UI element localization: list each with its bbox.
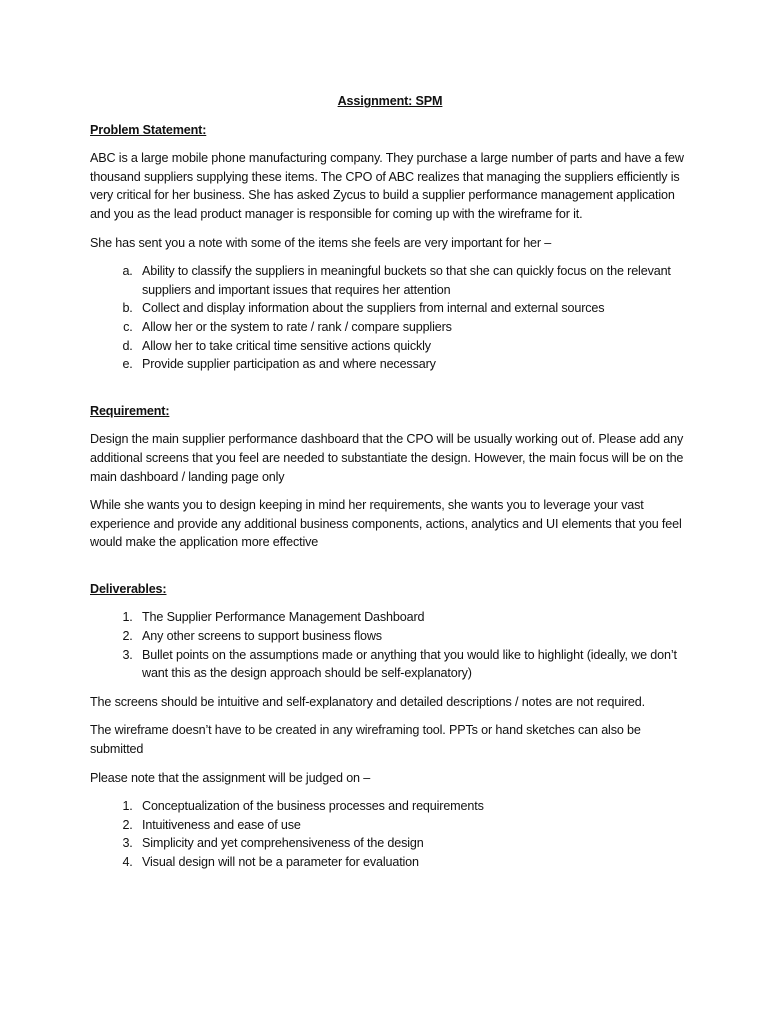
criteria-item: 3. Simplicity and yet comprehensiveness of the design (136, 834, 690, 853)
section-spacer (90, 562, 690, 580)
criteria-item: 1. Conceptualization of the business processes and requirements (136, 797, 690, 816)
criteria-item: 2. Intuitiveness and ease of use (136, 816, 690, 835)
deliverables-heading: Deliverables: (90, 581, 167, 596)
requirement-paragraph-2: While she wants you to design keeping in mind her requirements, she wants you to leverage your vast experience and provide any additional business components, actions, analytics and UI elements that you feel would make the application more effective (90, 498, 682, 550)
requirement-heading: Requirement: (90, 403, 170, 418)
deliverables-list (90, 608, 690, 682)
requirement-paragraph-1: Design the main supplier performance dashboard that the CPO will be usually working out of. Please add any additional screens that you feel are needed to substantiate the design. However, the main focus will be on the main dashboard / landing page only (90, 432, 684, 484)
problem-paragraph-1: ABC is a large mobile phone manufacturing company. They purchase a large number of parts and have a few thousand suppliers supplying these items. The CPO of ABC realizes that managing the suppliers efficiently is very critical for her business. She has asked Zycus to build a supplier performance management application and you as the lead product manager is responsible for coming up with the wireframe for it. (90, 151, 684, 221)
problem-items-list (90, 262, 690, 374)
evaluation-criteria-list (90, 797, 690, 871)
problem-item: e. Provide supplier participation as and where necessary (136, 355, 690, 374)
problem-item: b. Collect and display information about the suppliers from internal and external sources (136, 299, 690, 318)
document-title: Assignment: SPM (337, 94, 443, 108)
problem-paragraph-2: She has sent you a note with some of the items she feels are very important for her – (90, 235, 552, 250)
deliverables-paragraph-1: The screens should be intuitive and self-explanatory and detailed descriptions / notes are not required. (90, 694, 645, 709)
deliverable-item: 1. The Supplier Performance Management Dashboard (136, 608, 690, 627)
document-page (90, 92, 690, 882)
deliverables-paragraph-2: The wireframe doesn’t have to be created in any wireframing tool. PPTs or hand sketches can also be submitted (90, 723, 641, 757)
section-spacer (90, 384, 690, 402)
problem-item: d. Allow her to take critical time sensitive actions quickly (136, 337, 690, 356)
problem-item: c. Allow her or the system to rate / rank / compare suppliers (136, 318, 690, 337)
deliverable-item: 2. Any other screens to support business flows (136, 627, 690, 646)
problem-statement-heading: Problem Statement: (90, 122, 207, 137)
deliverables-paragraph-3: Please note that the assignment will be judged on – (90, 770, 371, 785)
deliverable-item: 3. Bullet points on the assumptions made or anything that you would like to highlight (ideally, we don’t want this as the design approach should be self-explanatory) (136, 646, 690, 683)
criteria-item: 4. Visual design will not be a parameter for evaluation (136, 853, 690, 872)
problem-item: a. Ability to classify the suppliers in meaningful buckets so that she can quickly focus on the relevant suppliers and important issues that requires her attention (136, 262, 690, 299)
